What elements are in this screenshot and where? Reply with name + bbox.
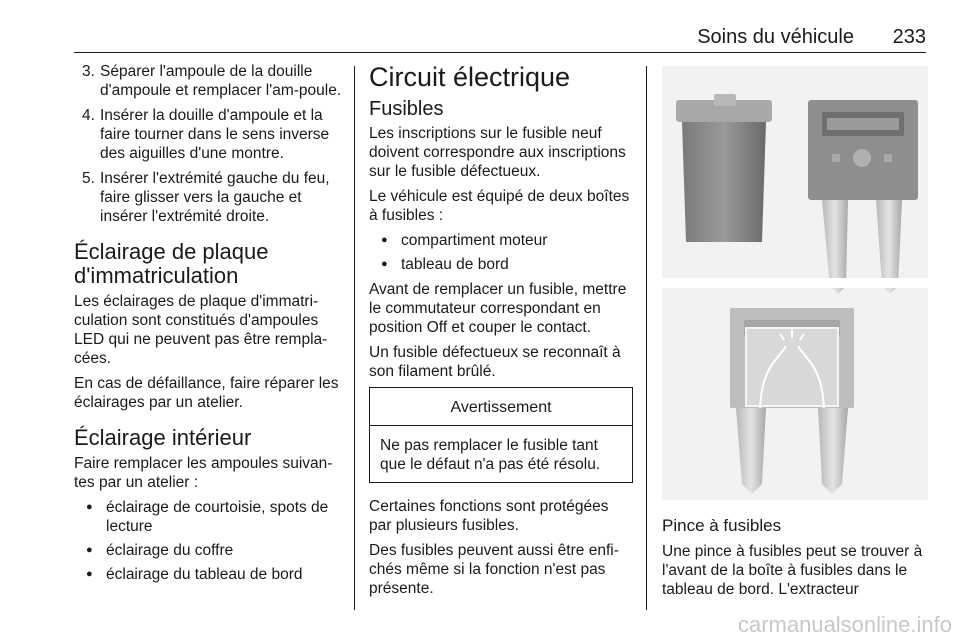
plate-lighting-heading: Éclairage de plaque d'immatriculation: [74, 239, 269, 288]
column-divider-2: [646, 66, 647, 610]
fuse-front-view: [808, 100, 918, 294]
warning-title: Avertissement: [370, 388, 632, 426]
column-right: [662, 516, 928, 605]
page-header: [74, 26, 926, 53]
step-number: 5.: [82, 170, 95, 187]
fuses-paragraph-2: Le véhicule est équipé de deux boîtes à fusibles :: [369, 188, 630, 224]
header-title: Soins du véhicule: [697, 26, 854, 48]
fuse-puller-paragraph: Une pince à fusibles peut se trouver à l'avant de la boîte à fusibles dans le tableau de bord. L'extracteur: [662, 543, 923, 598]
fuses-paragraph-3: Avant de remplacer un fusible, mettre le commutateur correspondant en position Off et couper le contact.: [369, 281, 627, 336]
list-item: ● éclairage de courtoisie, spots de lecture: [74, 498, 344, 536]
fuses-paragraph-4: Un fusible défectueux se reconnaît à son filament brûlé.: [369, 344, 621, 380]
step-item: [74, 106, 344, 163]
plate-paragraph-2: En cas de défaillance, faire réparer les éclairages par un atelier.: [74, 375, 339, 411]
fuses-heading: Fusibles: [369, 98, 444, 120]
step-text: Séparer l'ampoule de la douille d'ampoule et remplacer l'am-poule.: [100, 63, 342, 99]
interior-list: [74, 498, 344, 584]
step-text: Insérer l'extrémité gauche du feu, faire glisser vers la gauche et insérer l'extrémité droite.: [100, 170, 330, 225]
warning-text: Ne pas remplacer le fusible tant que le défaut n'a pas été résolu.: [380, 437, 601, 473]
step-item: [74, 169, 344, 226]
column-divider-1: [354, 66, 355, 610]
fuse-diagram: [662, 66, 928, 500]
fuse-box-list: [369, 231, 633, 274]
fuse-puller-heading: Pince à fusibles: [662, 516, 782, 535]
step-number: 4.: [82, 107, 95, 124]
fuses-paragraph-6: Des fusibles peuvent aussi être enfi-chés même si la fonction n'est pas présente.: [369, 542, 619, 597]
steps-list: [74, 62, 344, 226]
section-heading: Circuit électrique: [369, 62, 571, 92]
step-item: [74, 62, 344, 100]
watermark: carmanualsonline.info: [737, 612, 952, 637]
list-item: ● compartiment moteur: [369, 231, 633, 250]
page-number: 233: [892, 26, 926, 48]
list-item: ● tableau de bord: [369, 255, 633, 274]
fuses-paragraph-1: Les inscriptions sur le fusible neuf doivent correspondre aux inscriptions sur le fusible défectueux.: [369, 125, 626, 180]
list-item: ● éclairage du tableau de bord: [74, 565, 344, 584]
blown-fuse-view: [730, 308, 854, 494]
column-left: [74, 62, 344, 590]
interior-paragraph: Faire remplacer les ampoules suivan-tes par un atelier :: [74, 455, 333, 491]
step-text: Insérer la douille d'ampoule et la faire tourner dans le sens inverse des aiguilles d'une montre.: [100, 107, 330, 162]
fuse-side-view: [676, 94, 772, 242]
column-middle: [369, 62, 633, 604]
list-item: ● éclairage du coffre: [74, 541, 344, 560]
fuses-paragraph-5: Certaines fonctions sont protégées par plusieurs fusibles.: [369, 498, 609, 534]
step-number: 3.: [82, 63, 95, 80]
interior-lighting-heading: Éclairage intérieur: [74, 425, 252, 450]
plate-paragraph-1: Les éclairages de plaque d'immatri-culation sont constitués d'ampoules LED qui ne peuvent pas être rempla-cées.: [74, 293, 328, 367]
fuse-illustration: [662, 66, 928, 500]
warning-box: [369, 387, 633, 483]
